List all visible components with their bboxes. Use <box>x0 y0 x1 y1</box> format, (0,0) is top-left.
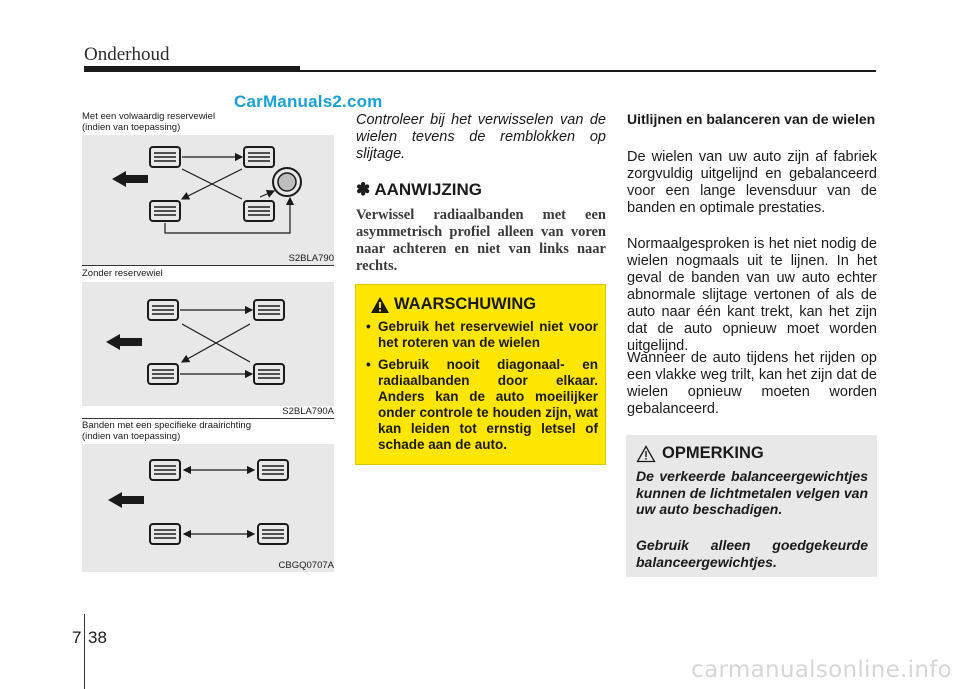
intro-text: Controleer bij het verwisselen van de wielen tevens de remblokken op slijtage. <box>356 112 606 162</box>
rotation-diagram-directional <box>82 444 334 572</box>
note-heading <box>356 180 606 200</box>
tire-front-right-icon <box>258 460 288 480</box>
watermark-top: CarManuals2.com <box>234 92 383 111</box>
note-title: AANWIJZING <box>374 180 483 199</box>
figure-1-divider <box>82 265 334 266</box>
rotation-diagram-with-spare <box>82 135 334 265</box>
spare-wheel-icon <box>273 168 301 196</box>
direction-arrow-icon <box>112 171 148 187</box>
header-rule-thick <box>84 66 300 72</box>
figure-2-code: S2BLA790A <box>282 406 334 417</box>
tire-rear-right-icon <box>258 524 288 544</box>
tire-front-left-icon <box>150 147 180 167</box>
figure-3-code: CBGQ0707A <box>278 560 334 571</box>
figure-3-caption-line-1: Banden met een specifieke draairichting <box>82 420 251 431</box>
figure-1-caption-line-2: (indien van toepassing) <box>82 122 181 133</box>
alignment-paragraph-1: De wielen van uw auto zijn af fabriek zorgvuldig uitgelijnd en gebalanceerd voor een lange levensduur van de banden en optimale prestaties. <box>627 149 877 216</box>
warning-triangle-icon <box>370 296 390 314</box>
warning-title: WAARSCHUWING <box>394 295 537 313</box>
note-symbol-icon: ✽ <box>356 180 371 199</box>
section-title: Onderhoud <box>84 44 170 65</box>
tire-front-right-icon <box>244 147 274 167</box>
rotation-diagram-without-spare <box>82 282 334 406</box>
warning-item-2: • Gebruik nooit diagonaal- en radiaalbanden door elkaar. Anders kan de auto moeilijker onder controle te houden zijn, wat kan leiden tot ernstig letsel of schade aan de auto. <box>366 357 598 453</box>
alignment-paragraph-2: Normaalgesproken is het niet nodig de wielen nogmaals uit te lijnen. In het geval de banden van uw auto echter abnormale slijtage vertonen of als de auto naar één kant trekt, kan het zijn dat de auto opnieuw moet worden uitgelijnd. <box>627 236 877 354</box>
alignment-paragraph-3: Wanneer de auto tijdens het rijden op een vlakke weg trilt, kan het zijn dat de wielen opnieuw moeten worden gebalanceerd. <box>627 350 877 417</box>
warning-box <box>355 284 606 465</box>
remark-text-2: Gebruik alleen goedgekeurde balanceergewichtjes. <box>636 537 868 570</box>
remark-box <box>626 435 877 577</box>
chapter-number: 7 <box>72 628 82 647</box>
figure-1-caption <box>82 111 215 133</box>
figure-2-divider <box>82 418 334 419</box>
tire-front-left-icon <box>150 460 180 480</box>
tire-rear-right-icon <box>254 364 284 384</box>
figure-3-caption <box>82 420 251 442</box>
caution-triangle-icon <box>636 445 656 463</box>
figure-1-caption-line-1: Met een volwaardig reservewiel <box>82 111 216 122</box>
tire-rear-left-icon <box>150 201 180 221</box>
watermark-bottom: carmanualsonline.info <box>691 657 952 683</box>
alignment-heading: Uitlijnen en balanceren van de wielen <box>627 111 876 127</box>
remark-title: OPMERKING <box>662 444 764 462</box>
tire-front-left-icon <box>148 300 178 320</box>
note-body: Verwissel radiaalbanden met een asymmetrisch profiel alleen van voren naar achteren en niet van links naar rechts. <box>356 207 606 274</box>
figure-1-panel <box>82 135 334 265</box>
warning-item-1: • Gebruik het reservewiel niet voor het roteren van de wielen <box>366 319 598 351</box>
tire-rear-left-icon <box>148 364 178 384</box>
direction-arrow-icon <box>106 334 142 350</box>
header-rule-thin <box>300 70 876 72</box>
figure-2-panel <box>82 282 334 406</box>
warning-list <box>366 319 598 459</box>
tire-rear-right-icon <box>244 201 274 221</box>
remark-text-1: De verkeerde balanceergewichtjes kunnen de lichtmetalen velgen van uw auto beschadigen. <box>636 468 868 517</box>
figure-2-caption: Zonder reservewiel <box>82 268 163 279</box>
direction-arrow-icon <box>108 492 144 508</box>
page-divider-line <box>84 614 85 689</box>
tire-rear-left-icon <box>150 524 180 544</box>
figure-3-panel <box>82 444 334 572</box>
tire-front-right-icon <box>254 300 284 320</box>
figure-3-caption-line-2: (indien van toepassing) <box>82 431 181 442</box>
figure-1-code: S2BLA790 <box>288 253 334 264</box>
page-number: 38 <box>88 628 107 647</box>
